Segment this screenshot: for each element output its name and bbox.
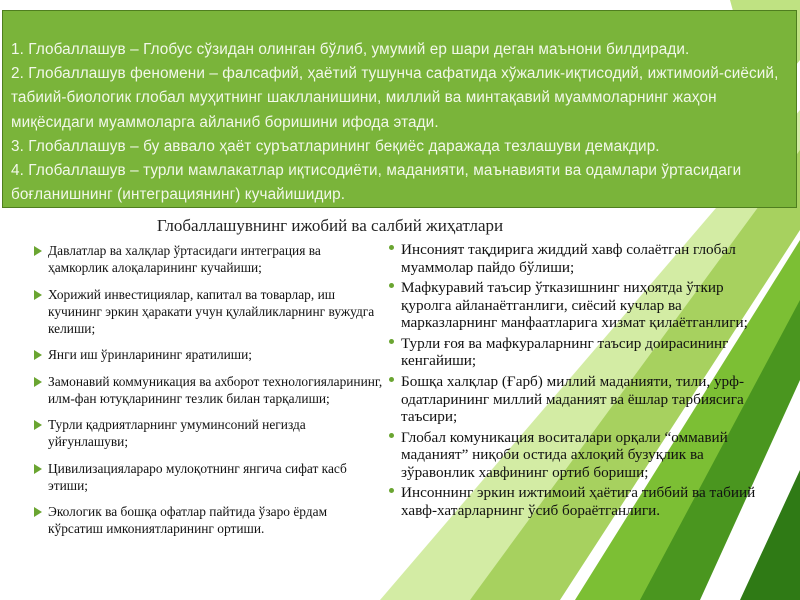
- list-item: [34, 503, 384, 537]
- dot-bullet-icon: [389, 339, 394, 344]
- dot-bullet-icon: [389, 245, 394, 250]
- list-item: [34, 346, 384, 363]
- list-item: [34, 373, 384, 407]
- list-item-text: Инсоният тақдирига жиддий хавф солаётган глобал муаммолар пайдо бўлиши;: [401, 241, 736, 276]
- list-item: [34, 242, 384, 276]
- list-item: [388, 241, 773, 276]
- definition-line-2: 2. Глобаллашув феномени – фалсафий, ҳаётий тушунча сафатида хўжалик-иқтисодий, ижтимоий-сиёсий, табиий-биологик глобал муҳитнинг шаклланишини, миллий ва минтақавий муаммоларнинг жаҳон миқёсидаги муаммоларга айланиб боришини ифода этади.: [11, 65, 779, 131]
- definition-line-1: 1. Глобаллашув – Глобус сўзидан олинган бўлиб, умумий ер шари деган маънони билдиради.: [11, 41, 690, 58]
- list-item: [388, 335, 773, 370]
- list-item-text: Глобал комуникация воситалари орқали “оммавий маданият” ниқоби остида ахлоқий бузуқлик ва зўравонлик хавфининг ортиб бориши;: [401, 428, 728, 481]
- list-item-text: Давлатлар ва халқлар ўртасидаги интеграция ва ҳамкорлик алоқаларининг кучайиши;: [48, 243, 321, 275]
- definitions-box: [2, 10, 797, 208]
- list-item: [34, 286, 384, 337]
- triangle-bullet-icon: [34, 464, 42, 474]
- triangle-bullet-icon: [34, 507, 42, 517]
- positive-aspects-list: [34, 242, 384, 547]
- list-item-text: Янги иш ўринларининг яратилиши;: [48, 347, 252, 362]
- dot-bullet-icon: [389, 283, 394, 288]
- definition-line-3: 3. Глобаллашув – бу аввало ҳаёт суръатларининг беқиёс даражада тезлашуви демакдир.: [11, 137, 660, 155]
- list-item-text: Хорижий инвестициялар, капитал ва товарлар, иш кучининг эркин ҳаракати учун қулайликларнинг вужудга келиши;: [48, 286, 375, 336]
- dot-bullet-icon: [389, 488, 394, 493]
- list-item: [388, 279, 773, 332]
- triangle-bullet-icon: [34, 350, 42, 360]
- list-item-text: Мафкуравий таъсир ўтказишнинг ниҳоятда ўткир қуролга айланаётганлиги, сиёсий кучлар ва марказларнинг манфаатларига хизмат қилаётганлиги;: [401, 279, 748, 332]
- list-item: [34, 460, 384, 494]
- triangle-bullet-icon: [34, 246, 42, 256]
- section-title: Глобаллашувнинг ижобий ва салбий жиҳатлари: [156, 216, 504, 235]
- list-item-text: Бошқа халқлар (Ғарб) миллий маданияти, тили, урф-одатларининг миллий маданият ва ёшлар тарбиясига таъсири;: [401, 373, 745, 426]
- triangle-bullet-icon: [34, 420, 42, 430]
- list-item-text: Цивилизациялараро мулоқотнинг янгича сифат касб этиши;: [48, 460, 347, 493]
- dot-bullet-icon: [389, 433, 394, 438]
- list-item-text: Экологик ва бошқа офатлар пайтида ўзаро ёрдам кўрсатиш имкониятларининг ортиши.: [48, 504, 328, 536]
- list-item-text: Турли ғоя ва мафкураларнинг таъсир доирасининг кенгайиши;: [401, 334, 729, 370]
- list-item: [388, 429, 773, 482]
- definition-line-4: 4. Глобаллашув – турли мамлакатлар иқтисодиёти, маданияти, маънавияти ва одамлари ўртасидаги боғланишнинг (интеграциянинг) кучайишидир.: [11, 162, 742, 204]
- list-item-text: Турли қадриятларнинг умуминсоний негизда уйғунлашуви;: [48, 417, 306, 449]
- list-item: [34, 416, 384, 450]
- list-item-text: Инсоннинг эркин ижтимоий ҳаётига тиббий ва табиий хавф-хатарларнинг ўсиб бораётганлиги.: [401, 484, 756, 519]
- triangle-bullet-icon: [34, 377, 42, 387]
- dot-bullet-icon: [389, 377, 394, 382]
- triangle-bullet-icon: [34, 290, 42, 300]
- list-item-text: Замонавий коммуникация ва ахборот технологияларининг, илм-фан ютуқларининг тезлик билан тарқалиши;: [48, 373, 383, 406]
- list-item: [388, 373, 773, 426]
- list-item: [388, 484, 773, 519]
- negative-aspects-list: [388, 241, 773, 523]
